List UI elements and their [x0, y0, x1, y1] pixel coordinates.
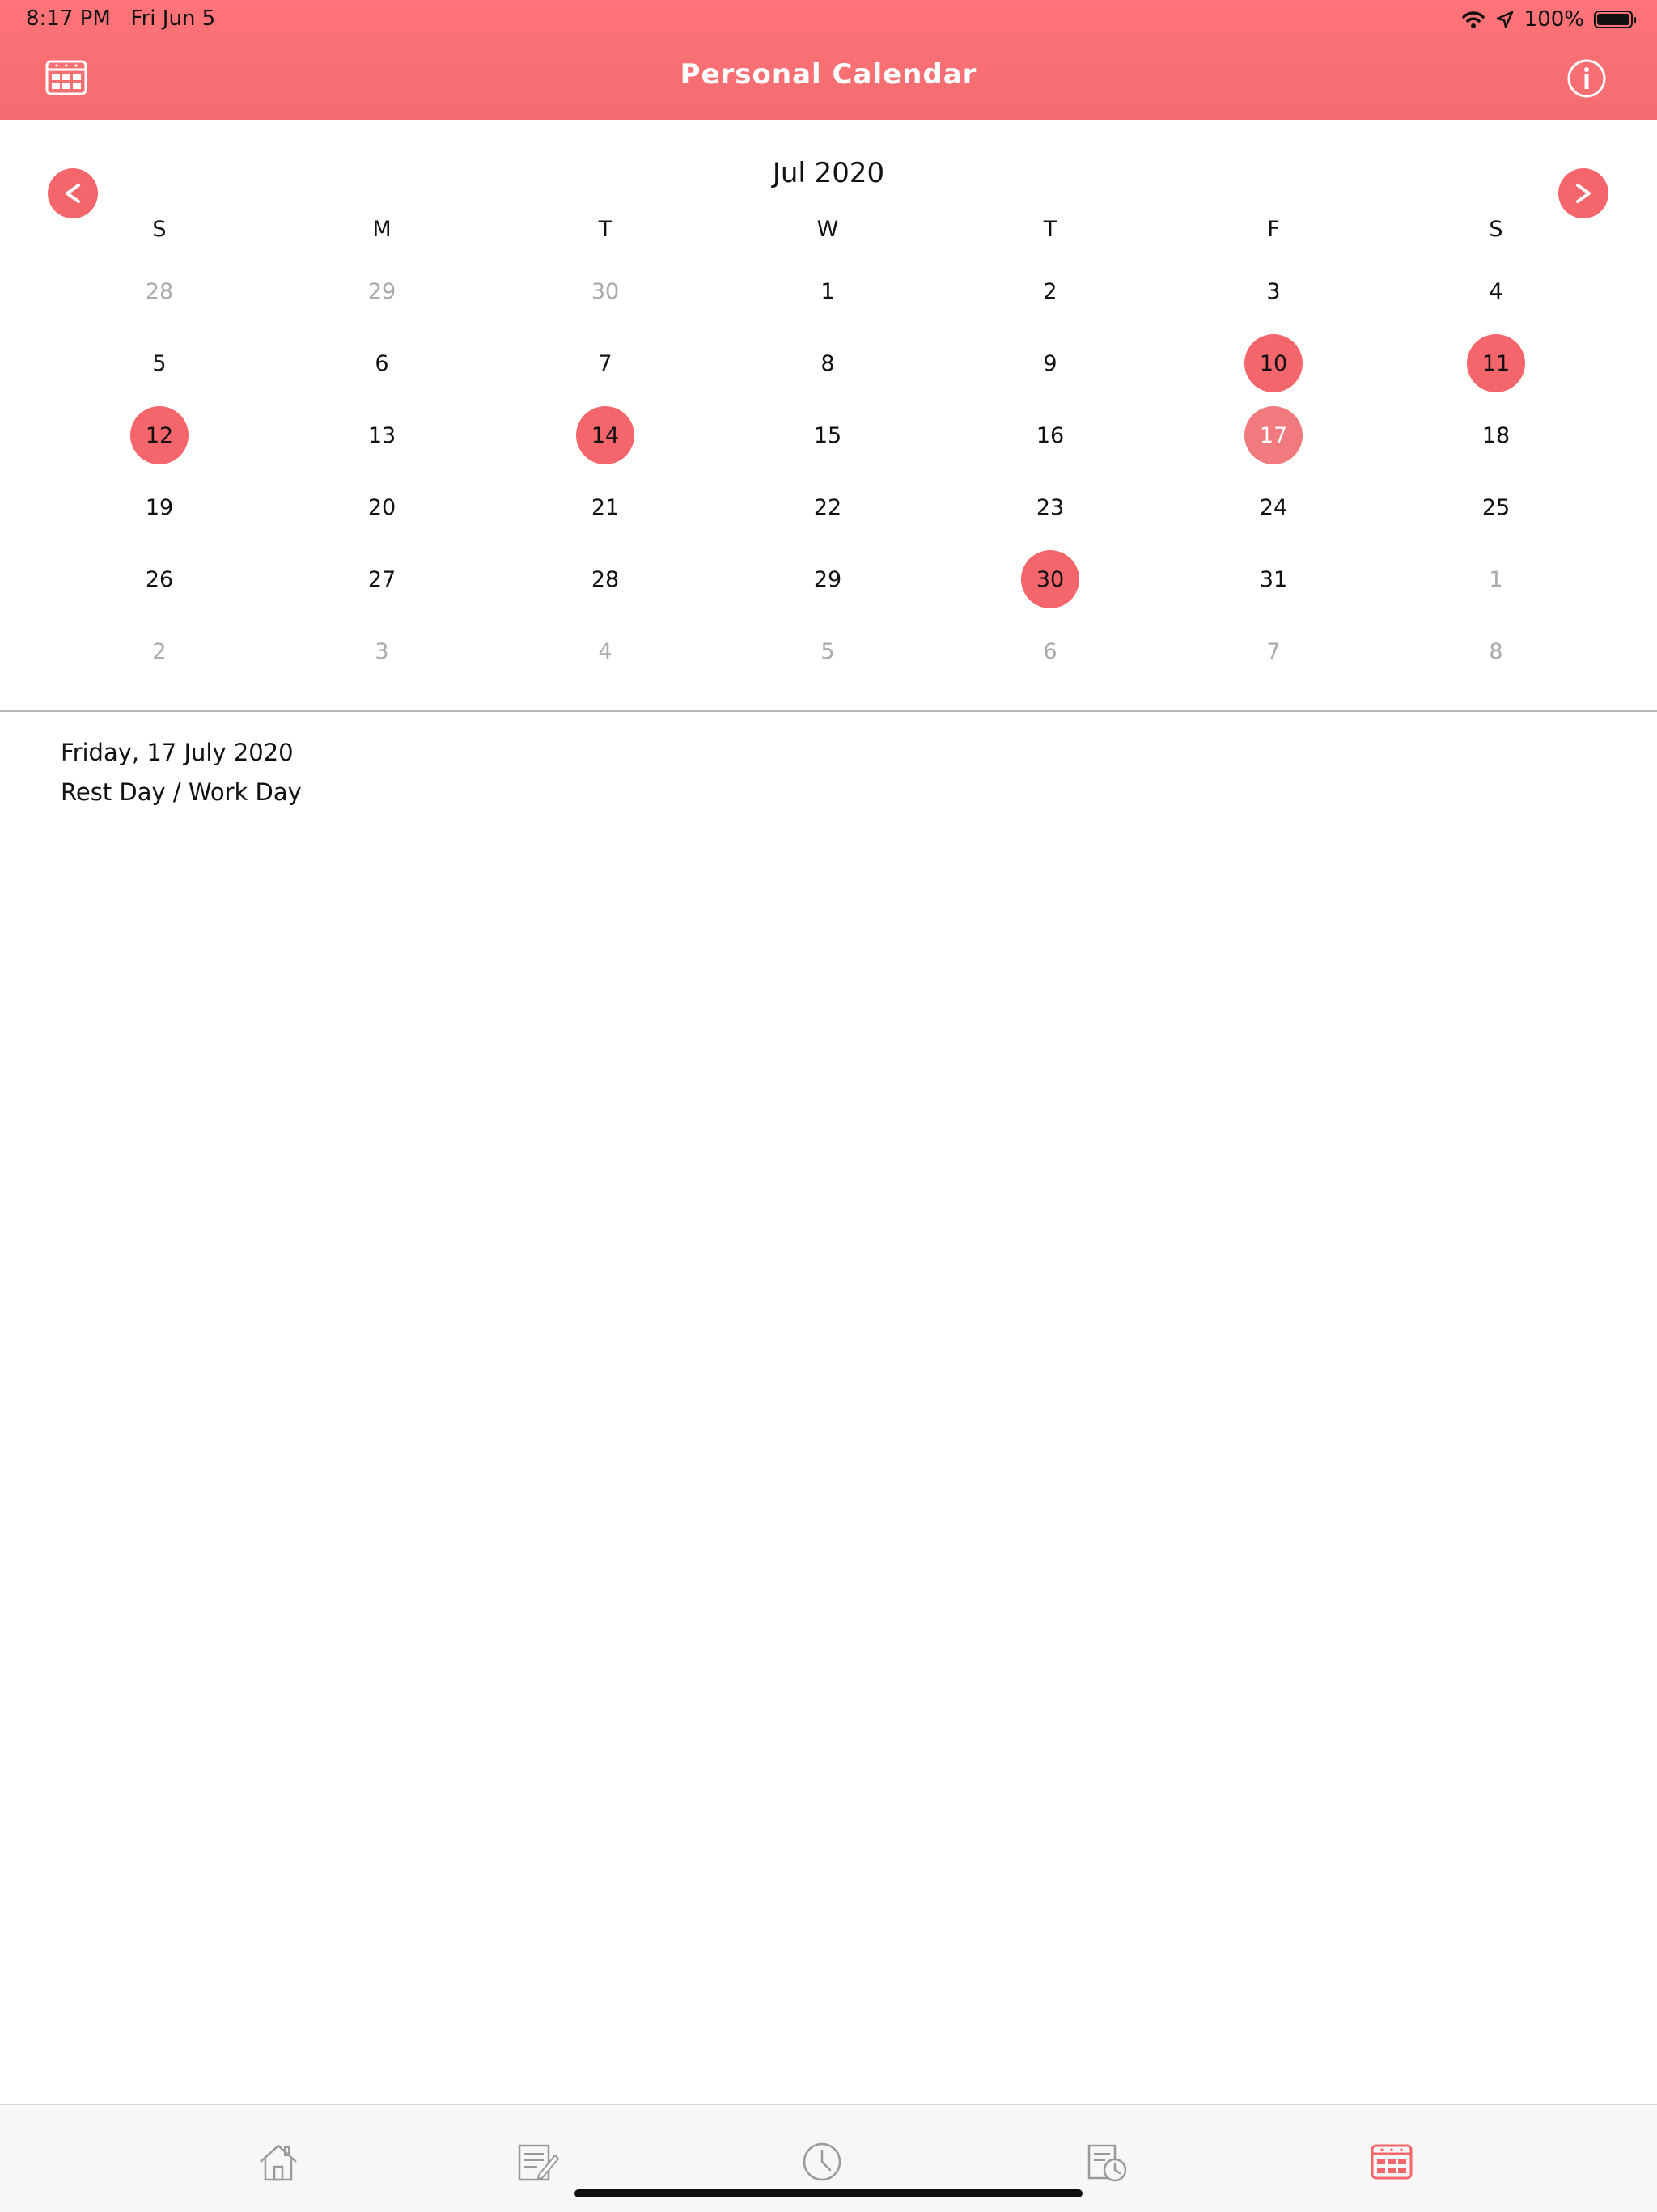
day-cell[interactable]: 17 — [1244, 406, 1303, 464]
divider — [0, 710, 1657, 712]
day-cell[interactable]: 6 — [1043, 638, 1057, 664]
battery-icon — [1594, 11, 1633, 28]
day-cell[interactable]: 1 — [1489, 566, 1503, 592]
day-cell[interactable]: 4 — [598, 638, 612, 664]
day-cell[interactable]: 23 — [1036, 494, 1065, 520]
day-cell[interactable]: 12 — [130, 406, 189, 464]
clock-icon[interactable] — [799, 2139, 845, 2184]
day-cell[interactable]: 22 — [813, 494, 842, 520]
home-indicator[interactable] — [574, 2189, 1083, 2197]
wifi-icon — [1461, 10, 1485, 29]
app-header — [0, 0, 1657, 120]
day-cell[interactable]: 3 — [375, 638, 389, 664]
day-cell[interactable]: 5 — [152, 350, 167, 376]
day-cell[interactable]: 3 — [1266, 278, 1281, 304]
day-cell[interactable]: 7 — [598, 350, 612, 376]
day-cell[interactable]: 21 — [591, 494, 620, 520]
day-cell[interactable]: 26 — [145, 566, 174, 592]
page-title: Personal Calendar — [680, 58, 977, 91]
schedule-history-icon[interactable] — [1084, 2139, 1129, 2184]
day-cell[interactable]: 30 — [1021, 550, 1079, 608]
chevron-right-icon — [1571, 181, 1596, 206]
day-cell[interactable]: 7 — [1266, 638, 1281, 664]
selected-date-text: Friday, 17 July 2020 — [61, 739, 294, 766]
day-cell[interactable]: 29 — [367, 278, 396, 304]
calendar-grid-icon[interactable] — [1369, 2139, 1414, 2184]
day-cell[interactable]: 4 — [1489, 278, 1503, 304]
day-cell[interactable]: 25 — [1481, 494, 1511, 520]
weekday-label: S — [152, 217, 167, 242]
day-cell[interactable]: 15 — [813, 422, 842, 448]
day-cell[interactable]: 2 — [1043, 278, 1057, 304]
info-icon[interactable] — [1566, 58, 1607, 99]
day-cell[interactable]: 16 — [1036, 422, 1065, 448]
battery-percentage: 100% — [1524, 7, 1584, 32]
month-title: Jul 2020 — [772, 157, 885, 189]
edit-note-icon[interactable] — [515, 2139, 560, 2184]
day-cell[interactable]: 5 — [820, 638, 835, 664]
day-cell[interactable]: 2 — [152, 638, 167, 664]
home-icon[interactable] — [256, 2139, 301, 2184]
day-cell[interactable]: 8 — [1489, 638, 1503, 664]
day-cell[interactable]: 8 — [820, 350, 835, 376]
day-cell[interactable]: 24 — [1259, 494, 1288, 520]
day-cell[interactable]: 28 — [145, 278, 174, 304]
day-cell[interactable]: 6 — [375, 350, 389, 376]
battery-level — [1597, 14, 1629, 25]
day-cell[interactable]: 13 — [367, 422, 396, 448]
weekday-label: T — [1043, 217, 1057, 242]
status-bar-right — [1461, 5, 1633, 34]
status-time-date: 8:17 PM Fri Jun 5 — [26, 6, 216, 31]
day-cell[interactable]: 10 — [1244, 334, 1303, 392]
weekday-label: F — [1267, 217, 1280, 242]
day-cell[interactable]: 14 — [576, 406, 634, 464]
day-cell[interactable]: 29 — [813, 566, 842, 592]
day-cell[interactable]: 31 — [1259, 566, 1288, 592]
location-arrow-icon — [1495, 10, 1515, 29]
next-month-button[interactable] — [1558, 168, 1608, 218]
day-cell[interactable]: 11 — [1467, 334, 1525, 392]
day-cell[interactable]: 18 — [1481, 422, 1511, 448]
day-cell[interactable]: 28 — [591, 566, 620, 592]
day-cell[interactable]: 27 — [367, 566, 396, 592]
day-cell[interactable]: 30 — [591, 278, 620, 304]
day-cell[interactable]: 19 — [145, 494, 174, 520]
day-cell[interactable]: 1 — [820, 278, 835, 304]
day-cell[interactable]: 9 — [1043, 350, 1057, 376]
weekday-label: W — [816, 217, 839, 242]
weekday-label: M — [372, 217, 392, 242]
weekday-label: T — [598, 217, 612, 242]
day-cell[interactable]: 20 — [367, 494, 396, 520]
weekday-label: S — [1489, 217, 1503, 242]
day-type-text: Rest Day / Work Day — [61, 778, 302, 806]
